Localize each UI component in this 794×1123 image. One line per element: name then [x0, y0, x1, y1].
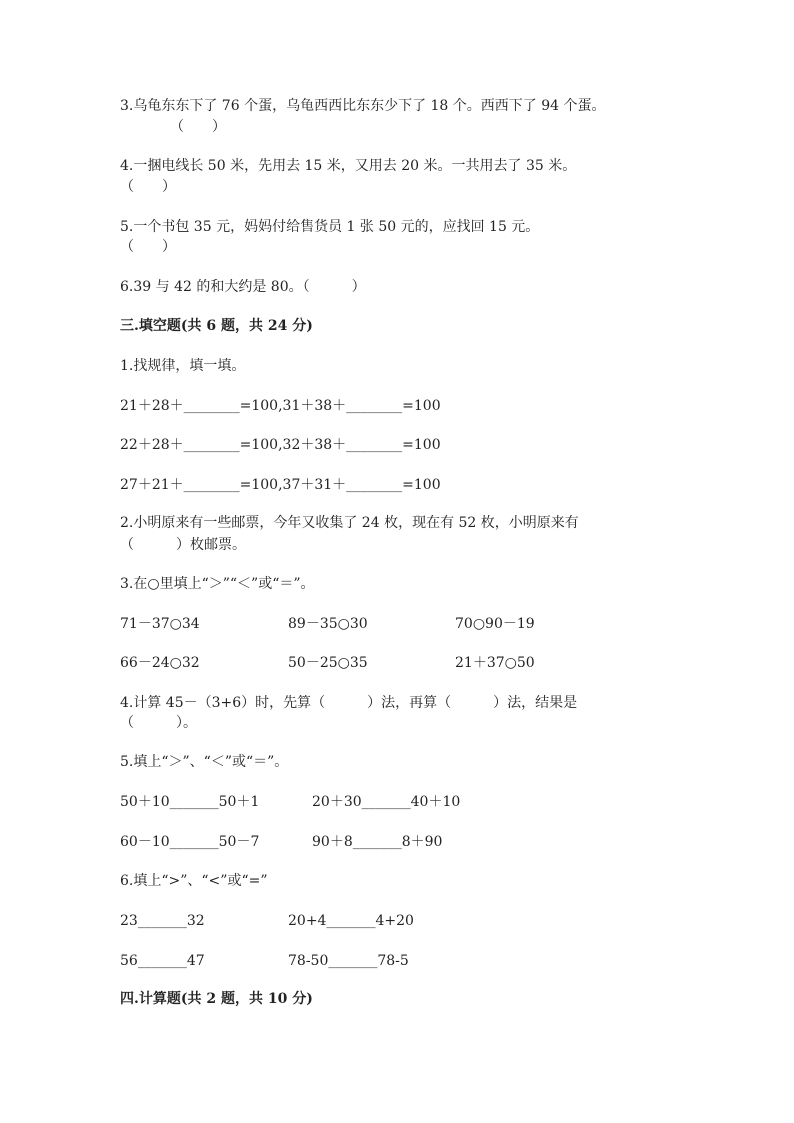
fill-q2-line-1: 2.小明原来有一些邮票，今年又收集了 24 枚，现在有 52 枚，小明原来有	[120, 515, 579, 531]
fill-q3-item: 50－25○35	[288, 655, 368, 671]
fill-q6-title: 6.填上“>”、“<”或“=”	[120, 873, 268, 889]
fill-q2-line-2: （ ）枚邮票。	[120, 537, 246, 553]
tf-q4-answer-paren: （ ）	[120, 179, 176, 195]
calc-section-heading: 四.计算题(共 2 题，共 10 分)	[120, 991, 313, 1007]
fill-q1-row-2: 22＋28＋________=100,32＋38＋________=100	[120, 437, 441, 453]
fill-q5-title: 5.填上“＞”、“＜”或“＝”。	[120, 754, 289, 770]
fill-q3-item: 70○90－19	[455, 616, 535, 632]
fill-q6-item: 20+4_______4+20	[288, 913, 414, 929]
fill-q5-item: 20＋30_______40＋10	[312, 794, 461, 810]
tf-q3-answer-paren: （ ）	[170, 119, 226, 135]
fill-q3-item: 21＋37○50	[455, 655, 535, 671]
fill-q3-item: 71－37○34	[120, 616, 200, 632]
fill-q4-line-2: （ ）。	[120, 715, 197, 731]
tf-q5-text: 5.一个书包 35 元，妈妈付给售货员 1 张 50 元的，应找回 15 元。	[120, 219, 540, 235]
fill-q5-item: 60－10_______50－7	[120, 834, 260, 850]
fill-q3-title: 3.在○里填上“＞”“＜”或“＝”。	[120, 576, 315, 592]
fill-q3-item: 89－35○30	[288, 616, 368, 632]
fill-section-heading: 三.填空题(共 6 题，共 24 分)	[120, 318, 313, 334]
fill-q5-item: 90＋8_______8＋90	[312, 834, 443, 850]
tf-q3-text: 3.乌龟东东下了 76 个蛋，乌龟西西比东东少下了 18 个。西西下了 94 个蛋。	[120, 98, 606, 114]
fill-q1-row-1: 21＋28＋________=100,31＋38＋________=100	[120, 398, 441, 414]
tf-q4-text: 4.一捆电线长 50 米，先用去 15 米，又用去 20 米。一共用去了 35 米。	[120, 158, 577, 174]
fill-q5-item: 50＋10_______50＋1	[120, 794, 260, 810]
fill-q6-item: 56_______47	[120, 953, 205, 969]
tf-q5-answer-paren: （ ）	[120, 239, 176, 255]
fill-q4-line-1: 4.计算 45－（3+6）时，先算（ ）法，再算（ ）法，结果是	[120, 695, 578, 711]
fill-q1-row-3: 27＋21＋________=100,37＋31＋________=100	[120, 477, 441, 493]
fill-q6-item: 78-50_______78-5	[288, 953, 409, 969]
fill-q1-title: 1.找规律，填一填。	[120, 358, 246, 374]
fill-q6-item: 23_______32	[120, 913, 205, 929]
tf-q6-text: 6.39 与 42 的和大约是 80。（ ）	[120, 279, 366, 295]
fill-q3-item: 66－24○32	[120, 655, 200, 671]
